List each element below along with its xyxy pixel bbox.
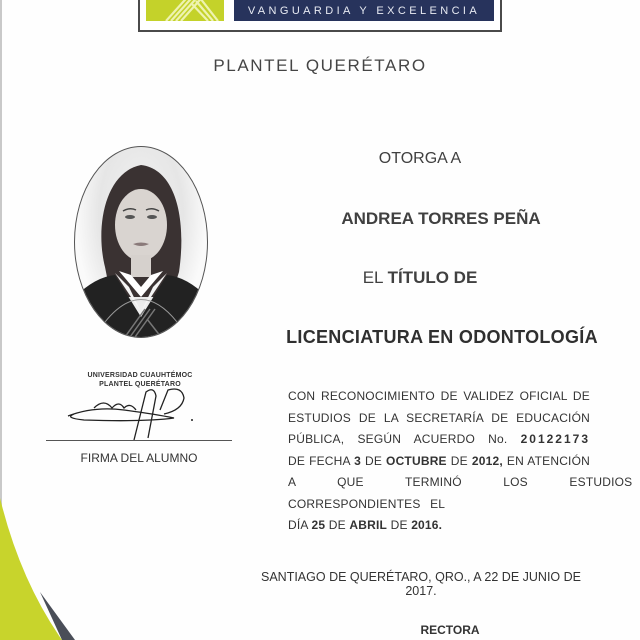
tagline-band: VANGUARDIA Y EXCELENCIA [234,0,494,21]
body-line-1: CON RECONOCIMIENTO DE VALIDEZ OFICIAL DE [288,389,590,403]
seal-university-name: UNIVERSIDAD CUAUHTÉMOC [87,372,193,379]
body-line-2: ESTUDIOS DE LA SECRETARÍA DE EDUCACIÓN [288,410,590,425]
body-line-3: PÚBLICA, SEGÚN ACUERDO No. 20122173 [288,432,590,446]
recipient-name: ANDREA TORRES PEÑA [341,209,541,228]
campus-heading: PLANTEL QUERÉTARO [213,56,427,75]
signer-title: RECTORA [420,623,480,637]
agreement-number: 20122173 [520,432,590,446]
signature-label: FIRMA DEL ALUMNO [80,451,198,465]
university-x-logo-icon [146,0,224,21]
decorative-swoosh [0,480,100,640]
degree-name: LICENCIATURA EN ODONTOLOGÍA [286,327,598,347]
place-and-date: SANTIAGO DE QUERÉTARO, QRO., A 22 DE JUNIO DE 2017. [261,570,581,598]
title-prefix: EL [362,268,388,287]
title-label [300,268,540,288]
body-line-7: DÍA 25 DE ABRIL DE 2016. [288,518,443,532]
body-line-4: DE FECHA 3 DE OCTUBRE DE 2012, EN ATENCIÓN [288,453,590,468]
signature-line [46,440,232,441]
validity-paragraph [288,386,633,537]
student-photo [74,146,208,338]
body-line-5: A QUE TERMINÓ LOS ESTUDIOS [288,475,633,489]
student-signature [64,388,214,448]
body-line-6: CORRESPONDIENTES EL [288,496,446,511]
title-bold: TÍTULO DE [387,268,478,287]
grants-label: OTORGA A [378,150,462,167]
university-logo [138,0,502,32]
seal-campus-name: PLANTEL QUERÉTARO [99,381,181,388]
